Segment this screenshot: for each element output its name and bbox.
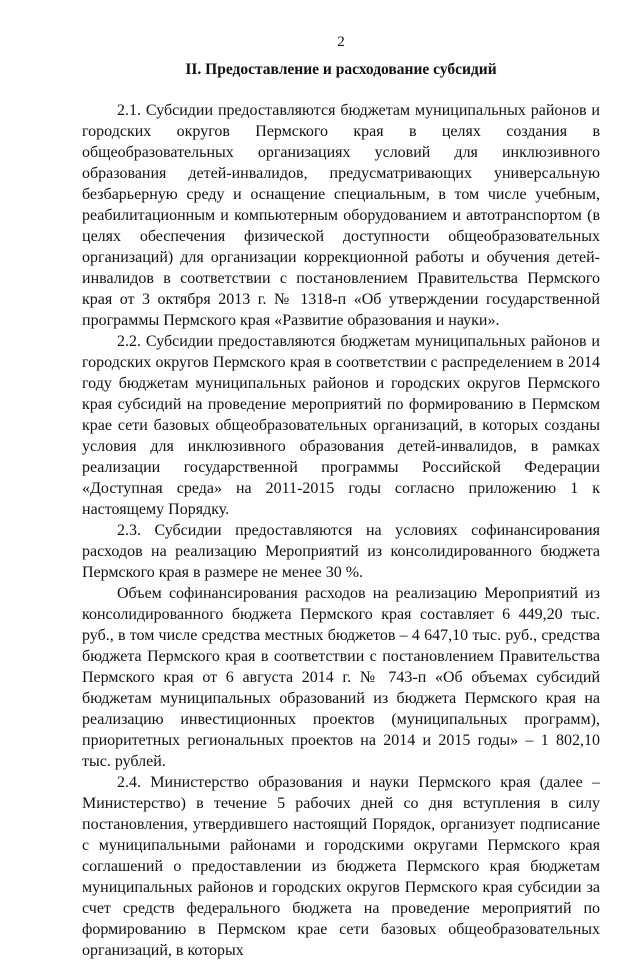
paragraph-2-4: 2.4. Министерство образования и науки Пермского края (далее – Министерство) в течение 5 рабочих дней со дня вступления в силу постановления, утвердившего настоящий Порядок, организует подписание с муниципальными районами и городскими округами Пермского края соглашений о предоставлении из бюджета Пермского края бюджетам муниципальных районов и городских округов Пермского края субсидии за счет средств федерального бюджета на проведение мероприятий по формированию в Пермском крае сети базовых общеобразовательных организаций, в которых (82, 774, 600, 959)
paragraph-2-2: 2.2. Субсидии предоставляются бюджетам муниципальных районов и городских округов Пермского края в соответствии с распределением в 2014 году бюджетам муниципальных районов и городских округов Пермского края субсидий на проведение мероприятий по формированию в Пермском крае сети базовых общеобразовательных организаций, в которых созданы условия для инклюзивного образования детей-инвалидов, в рамках реализации государственной программы Российской Федерации «Доступная среда» на 2011-2015 годы согласно приложению 1 к настоящему Порядку. (82, 333, 600, 518)
section-title: II. Предоставление и расходование субсидий (185, 61, 497, 78)
paragraph-cofinancing-volume: Объем софинансирования расходов на реализацию Мероприятий из консолидированного бюджета Пермского края составляет 6 449,20 тыс. руб., в том числе средства местных бюджетов – 4 647,10 тыс. руб., средства бюджета Пермского края в соответствии с постановлением Правительства Пермского края от 6 августа 2014 г. № 743-п «Об объемах субсидий бюджетам муниципальных образований из бюджета Пермского края на реализацию инвестиционных проектов (муниципальных программ), приоритетных региональных проектов на 2014 и 2015 годы» – 1 802,10 тыс. рублей. (82, 585, 600, 770)
document-page (82, 32, 600, 961)
paragraph-2-3: 2.3. Субсидии предоставляются на условиях софинансирования расходов на реализацию Мероприятий из консолидированного бюджета Пермского края в размере не менее 30 %. (82, 522, 600, 581)
page-number: 2 (337, 34, 345, 50)
paragraph-2-1: 2.1. Субсидии предоставляются бюджетам муниципальных районов и городских округов Пермского края в целях создания в общеобразовательных организациях условий для инклюзивного образования детей-инвалидов, предусматривающих универсальную безбарьерную среду и оснащение специальным, в том числе учебным, реабилитационным и компьютерным оборудованием и автотранспортом (в целях обеспечения физической доступности общеобразовательных организаций) для организации коррекционной работы и обучения детей-инвалидов в соответствии с постановлением Правительства Пермского края от 3 октября 2013 г. № 1318-п «Об утверждении государственной программы Пермского края «Развитие образования и науки». (82, 102, 600, 329)
